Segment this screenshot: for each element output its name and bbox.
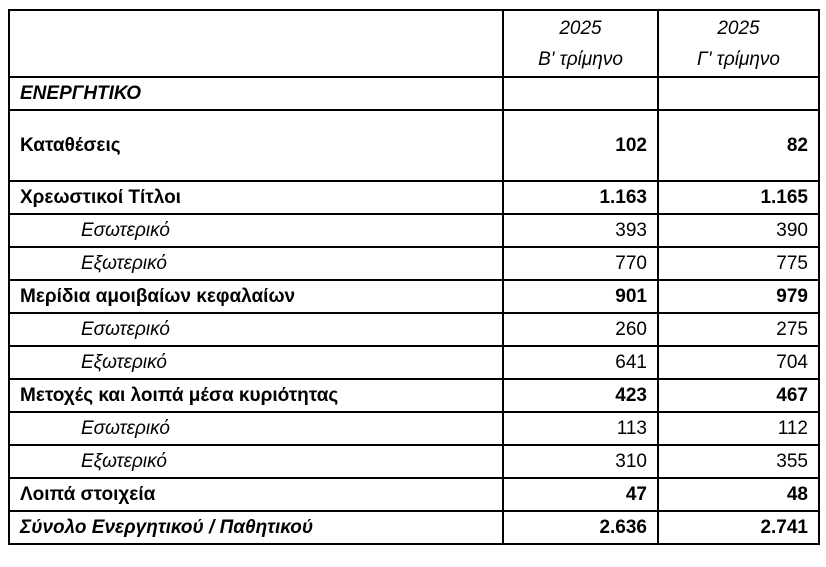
- row-value-q2: 641: [503, 346, 658, 379]
- header-q2-cell: [503, 10, 658, 77]
- total-value-q2: 2.636: [503, 511, 658, 544]
- row-label: Μετοχές και λοιπά μέσα κυριότητας: [9, 379, 503, 412]
- table-row: [9, 445, 819, 478]
- assets-table: [8, 9, 820, 545]
- section-empty-q2: [503, 77, 658, 110]
- table-row: [9, 181, 819, 214]
- table-row: [9, 280, 819, 313]
- row-label: Λοιπά στοιχεία: [9, 478, 503, 511]
- total-value-q3: 2.741: [658, 511, 819, 544]
- row-value-q3: 48: [658, 478, 819, 511]
- total-label: Σύνολο Ενεργητικού / Παθητικού: [9, 511, 503, 544]
- row-value-q2: 393: [503, 214, 658, 247]
- row-value-q2: 310: [503, 445, 658, 478]
- row-value-q2: 102: [503, 110, 658, 181]
- row-value-q3: 467: [658, 379, 819, 412]
- row-label: Εξωτερικό: [9, 445, 503, 478]
- table-row: [9, 478, 819, 511]
- row-value-q2: 260: [503, 313, 658, 346]
- row-value-q2: 423: [503, 379, 658, 412]
- header-q2-period: Β' τρίμηνο: [538, 48, 623, 70]
- table-row: [9, 247, 819, 280]
- row-label: Εξωτερικό: [9, 346, 503, 379]
- row-label: Εσωτερικό: [9, 214, 503, 247]
- row-label: Καταθέσεις: [9, 110, 503, 181]
- row-value-q2: 901: [503, 280, 658, 313]
- table-row: [9, 313, 819, 346]
- row-value-q2: 47: [503, 478, 658, 511]
- row-label: Εσωτερικό: [9, 412, 503, 445]
- row-value-q2: 113: [503, 412, 658, 445]
- header-row: [9, 10, 819, 77]
- table-row: [9, 110, 819, 181]
- row-value-q3: 275: [658, 313, 819, 346]
- section-row: [9, 77, 819, 110]
- row-value-q3: 390: [658, 214, 819, 247]
- table-row: [9, 379, 819, 412]
- row-value-q3: 979: [658, 280, 819, 313]
- header-q3-cell: [658, 10, 819, 77]
- table-row: [9, 412, 819, 445]
- row-value-q3: 704: [658, 346, 819, 379]
- table-row: [9, 214, 819, 247]
- section-empty-q3: [658, 77, 819, 110]
- section-title: ΕΝΕΡΓΗΤΙΚΟ: [9, 77, 503, 110]
- table-row: [9, 346, 819, 379]
- row-value-q2: 770: [503, 247, 658, 280]
- row-label: Χρεωστικοί Τίτλοι: [9, 181, 503, 214]
- row-value-q3: 82: [658, 110, 819, 181]
- row-label: Μερίδια αμοιβαίων κεφαλαίων: [9, 280, 503, 313]
- row-value-q3: 112: [658, 412, 819, 445]
- header-q2-year: 2025: [559, 17, 602, 39]
- row-label: Εξωτερικό: [9, 247, 503, 280]
- row-value-q3: 775: [658, 247, 819, 280]
- row-value-q2: 1.163: [503, 181, 658, 214]
- header-q3-year: 2025: [717, 17, 760, 39]
- header-q3-period: Γ' τρίμηνο: [697, 48, 780, 70]
- row-value-q3: 1.165: [658, 181, 819, 214]
- header-empty-cell: [9, 10, 503, 77]
- total-row: [9, 511, 819, 544]
- row-label: Εσωτερικό: [9, 313, 503, 346]
- row-value-q3: 355: [658, 445, 819, 478]
